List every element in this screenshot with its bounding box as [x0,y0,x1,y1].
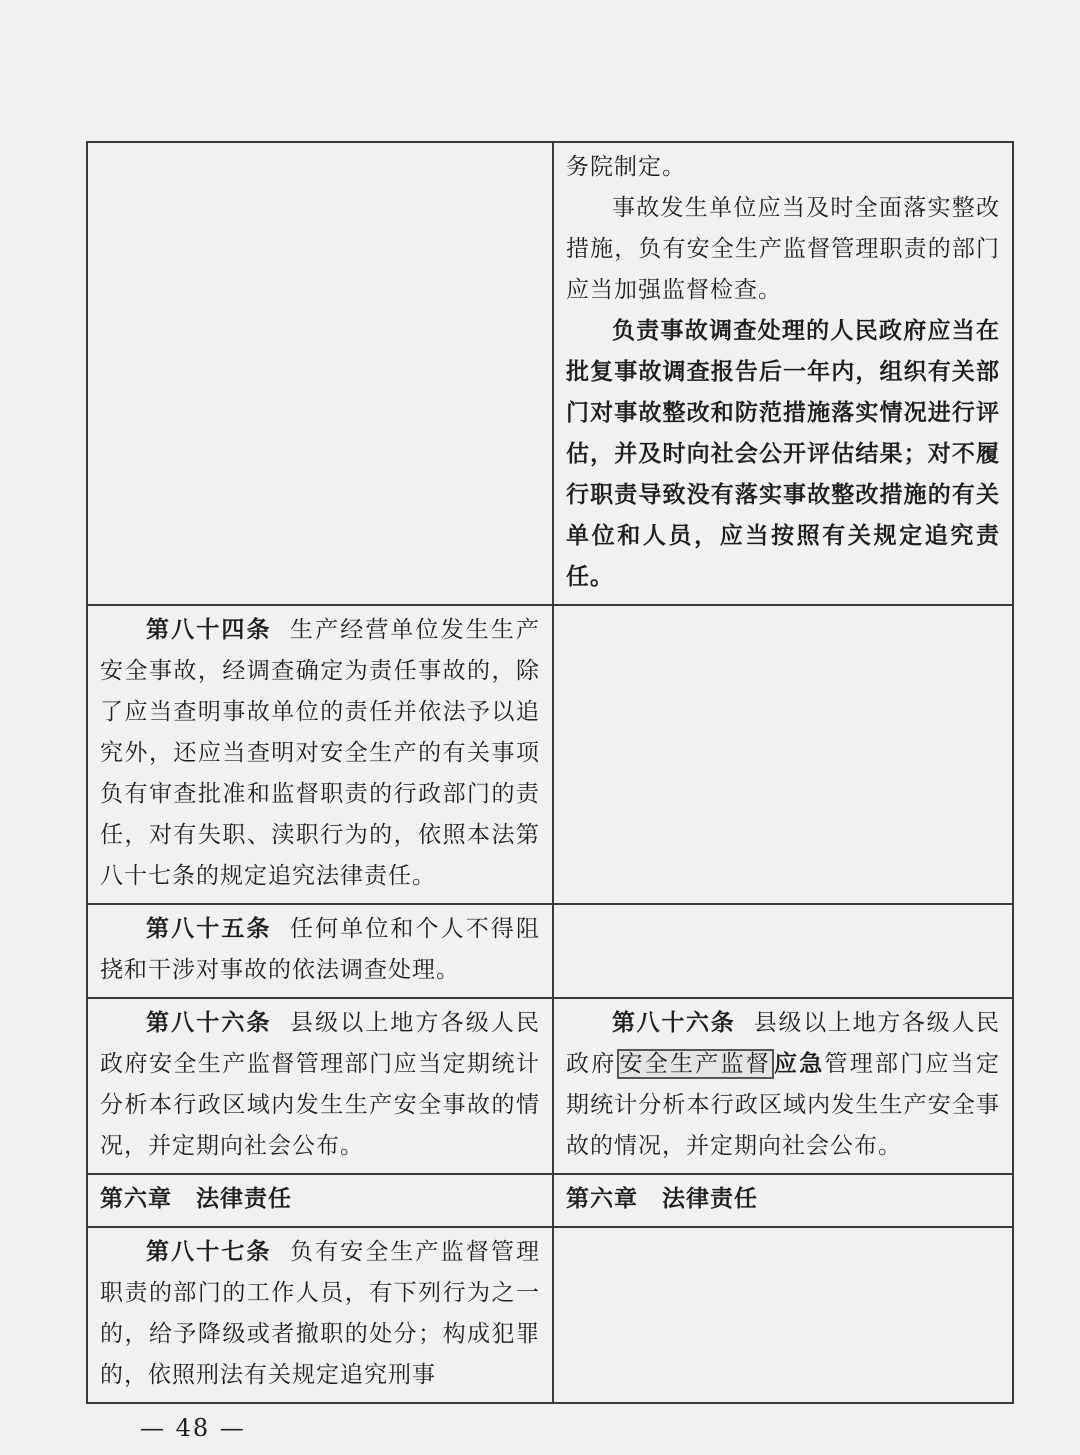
article-text: 县级以上地方各级人民政府安全生产监督管理部门应当定期统计分析本行政区域内发生生产安全事故的情况，并定期向社会公布。 [100,1010,541,1159]
chapter-heading-right: 第六章 法律责任 [553,1174,1013,1227]
article-text: 管理部门应当定期统计分析本行政区域内发生生产安全事故的情况，并定期向社会公布。 [566,1051,1000,1159]
left-cell-article-84 [87,605,553,904]
right-cell-empty [553,1227,1013,1403]
comparison-table [86,141,1014,1404]
right-cell-article-83-continued [553,142,1013,605]
article-title: 第八十六条 [146,1010,272,1036]
table-row [87,998,1013,1174]
added-text: 应急 [774,1051,825,1077]
article-text: 县级以上地方各级人民政府 [566,1010,1001,1077]
right-paragraph: 事故发生单位应当及时全面落实整改措施，负有安全生产监督管理职责的部门应当加强监督检查。 [566,195,1000,303]
left-cell-article-86 [87,998,553,1174]
page-number: — 48 — [140,1414,246,1442]
left-cell-article-85 [87,904,553,998]
left-cell-article-87 [87,1227,553,1403]
right-paragraph: 务院制定。 [566,154,686,180]
table-row [87,605,1013,904]
article-text: 生产经营单位发生生产安全事故，经调查确定为责任事故的，除了应当查明事故单位的责任并依法予以追究外，还应当查明对安全生产的有关事项负有审查批准和监督职责的行政部门的责任，对有失职、渎职行为的，依照本法第八十七条的规定追究法律责任。 [100,617,541,889]
deleted-text-box: 安全生产监督 [617,1049,775,1079]
table-row [87,904,1013,998]
article-title: 第八十七条 [146,1239,272,1265]
chapter-heading-left: 第六章 法律责任 [87,1174,553,1227]
article-title: 第八十四条 [146,617,272,643]
right-cell-empty [553,605,1013,904]
table-row [87,142,1013,605]
right-cell-article-86 [553,998,1013,1174]
article-title: 第八十五条 [146,916,272,942]
right-cell-empty [553,904,1013,998]
article-text: 任何单位和个人不得阻挠和干涉对事故的依法调查处理。 [100,916,541,983]
table-row [87,1227,1013,1403]
article-title: 第八十六条 [612,1010,736,1036]
right-paragraph-added: 负责事故调查处理的人民政府应当在批复事故调查报告后一年内，组织有关部门对事故整改和防范措施落实情况进行评估，并及时向社会公开评估结果；对不履行职责导致没有落实事故整改措施的有关单位和人员，应当按照有关规定追究责任。 [566,318,1000,590]
article-text: 负有安全生产监督管理职责的部门的工作人员，有下列行为之一的，给予降级或者撤职的处分；构成犯罪的，依照刑法有关规定追究刑事 [100,1239,541,1388]
chapter-row [87,1174,1013,1227]
left-cell-empty [87,142,553,605]
